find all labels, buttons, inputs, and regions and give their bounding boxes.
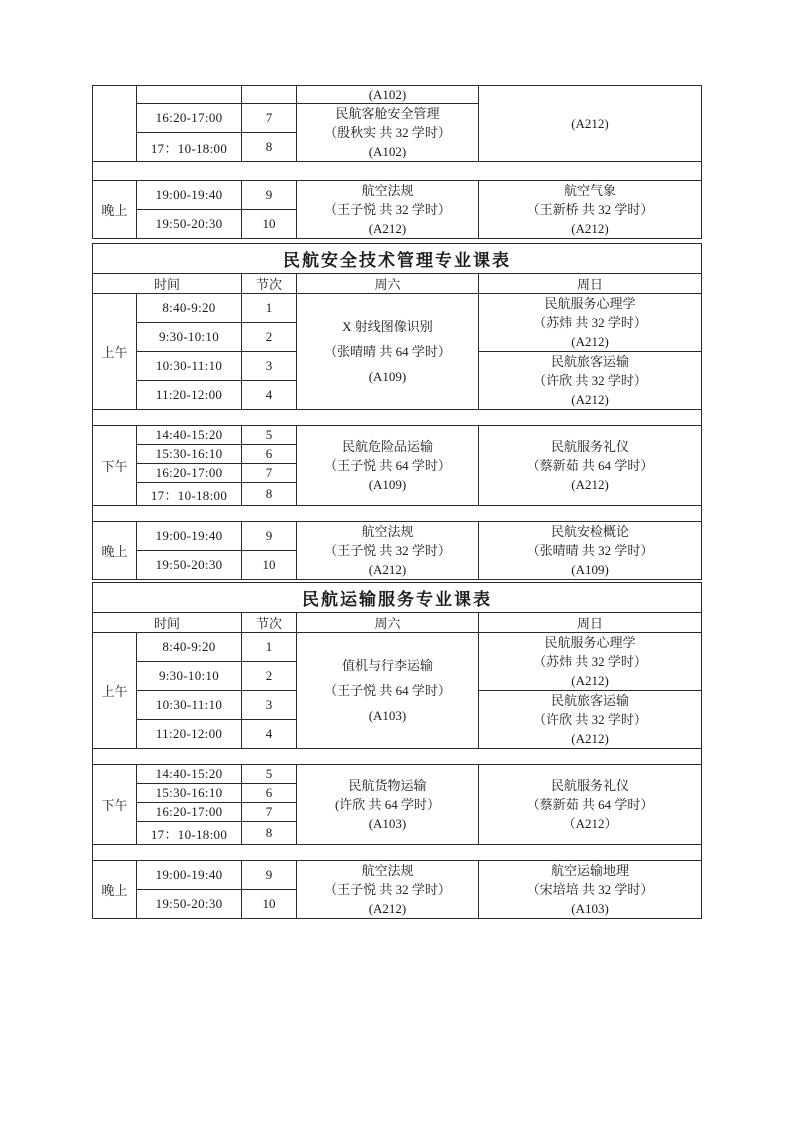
- timetable-transport-major: [92, 582, 702, 919]
- period-number: 3: [242, 691, 297, 720]
- course-room: (A102): [297, 86, 479, 104]
- course-teacher-hours: （蔡新茹 共 64 学时）: [526, 797, 654, 812]
- period-number: 8: [242, 822, 297, 845]
- course-cell: [479, 294, 702, 352]
- header-sunday: 周日: [479, 613, 702, 633]
- course-teacher-hours: （王子悦 共 64 学时）: [324, 458, 451, 473]
- spacer-row: [93, 410, 702, 426]
- course-room: (A109): [368, 369, 407, 384]
- course-room: (A103): [368, 816, 407, 831]
- spacer-row: [93, 162, 702, 181]
- course-room: (A109): [368, 477, 407, 492]
- period-number: 7: [242, 104, 297, 133]
- period-number: 9: [242, 181, 297, 210]
- timetable-partial-top: [92, 85, 702, 239]
- course-room: (A212): [368, 221, 407, 236]
- time-slot: 19:00-19:40: [137, 181, 242, 210]
- time-slot: 16:20-17:00: [137, 803, 242, 822]
- course-name: 民航货物运输: [348, 778, 427, 793]
- period-number: 8: [242, 133, 297, 162]
- course-name: 民航旅客运输: [551, 693, 630, 708]
- course-room: (A212): [368, 901, 407, 916]
- period-number: 9: [242, 522, 297, 551]
- period-number: 8: [242, 483, 297, 506]
- course-name: 航空法规: [361, 183, 414, 198]
- time-slot: 19:00-19:40: [137, 861, 242, 890]
- course-teacher-hours: （王子悦 共 32 学时）: [324, 882, 451, 897]
- time-slot: 14:40-15:20: [137, 765, 242, 784]
- course-teacher-hours: （蔡新茹 共 64 学时）: [526, 458, 654, 473]
- course-teacher-hours: （王新桥 共 32 学时）: [526, 202, 654, 217]
- course-cell: [479, 691, 702, 749]
- course-cell: [479, 861, 702, 919]
- course-teacher-hours: （王子悦 共 64 学时）: [324, 683, 451, 698]
- time-slot: 15:30-16:10: [137, 784, 242, 803]
- period-label-morning: 上午: [93, 294, 137, 410]
- course-teacher-hours: （苏炜 共 32 学时）: [533, 315, 647, 330]
- period-number: 2: [242, 323, 297, 352]
- period-number: 1: [242, 633, 297, 662]
- header-time: 时间: [93, 613, 242, 633]
- course-teacher-hours: （许欣 共 32 学时）: [533, 373, 647, 388]
- course-name: 民航服务礼仪: [551, 439, 630, 454]
- course-cell: [479, 633, 702, 691]
- period-number: 4: [242, 720, 297, 749]
- course-teacher-hours: (许欣 共 64 学时）: [334, 797, 441, 812]
- course-room: (A212): [571, 731, 609, 746]
- spacer-row: [93, 506, 702, 522]
- course-cell: [479, 426, 702, 506]
- period-number: 3: [242, 352, 297, 381]
- time-slot: 8:40-9:20: [137, 294, 242, 323]
- period-label-afternoon: 下午: [93, 426, 137, 506]
- time-slot: 16:20-17:00: [137, 104, 242, 133]
- period-label-evening: 晚上: [93, 522, 137, 580]
- time-slot: 9:30-10:10: [137, 662, 242, 691]
- time-slot: 17：10-18:00: [137, 822, 242, 845]
- course-name: 航空气象: [563, 183, 616, 198]
- empty-time-cell: [137, 86, 242, 104]
- course-room: (A102): [368, 144, 407, 159]
- course-name: 民航旅客运输: [551, 354, 630, 369]
- course-room: (A103): [368, 708, 407, 723]
- course-teacher-hours: （张晴晴 共 64 学时）: [324, 344, 451, 359]
- time-slot: 19:50-20:30: [137, 890, 242, 919]
- course-name: 航空法规: [361, 524, 414, 539]
- course-name: 航空运输地理: [551, 863, 630, 878]
- timetable-security-major: [92, 243, 702, 580]
- course-cell: [479, 522, 702, 580]
- course-cell: [479, 181, 702, 239]
- course-room: (A212): [571, 392, 609, 407]
- period-number: 6: [242, 784, 297, 803]
- spacer-row: [93, 749, 702, 765]
- course-room: (A103): [571, 901, 609, 916]
- period-number: 10: [242, 210, 297, 239]
- time-slot: 8:40-9:20: [137, 633, 242, 662]
- course-name: 航空法规: [361, 863, 414, 878]
- course-room: (A212): [571, 334, 609, 349]
- time-slot: 17：10-18:00: [137, 133, 242, 162]
- course-cell: [297, 426, 479, 506]
- course-room: (A109): [571, 562, 609, 577]
- course-cell: [297, 294, 479, 410]
- header-period-no: 节次: [242, 274, 297, 294]
- header-saturday: 周六: [297, 613, 479, 633]
- period-number: 10: [242, 890, 297, 919]
- period-label-morning: 上午: [93, 633, 137, 749]
- timetable-page: [92, 85, 701, 919]
- course-cell: [297, 181, 479, 239]
- course-room: (A212): [571, 673, 609, 688]
- period-number: 7: [242, 803, 297, 822]
- spacer-row: [93, 845, 702, 861]
- period-number: 5: [242, 426, 297, 445]
- course-teacher-hours: （张晴晴 共 32 学时）: [526, 543, 654, 558]
- header-time: 时间: [93, 274, 242, 294]
- course-cell: [479, 352, 702, 410]
- time-slot: 19:00-19:40: [137, 522, 242, 551]
- course-name: 民航服务心理学: [544, 296, 636, 311]
- empty-period-cell: [93, 86, 137, 162]
- empty-no-cell: [242, 86, 297, 104]
- course-teacher-hours: （许欣 共 32 学时）: [533, 712, 647, 727]
- section-title: 民航运输服务专业课表: [93, 583, 702, 613]
- period-label-evening: 晚上: [93, 861, 137, 919]
- period-number: 9: [242, 861, 297, 890]
- course-name: 民航服务心理学: [544, 635, 636, 650]
- course-name: 民航安检概论: [551, 524, 630, 539]
- course-teacher-hours: （殷秋实 共 32 学时）: [324, 125, 451, 140]
- time-slot: 15:30-16:10: [137, 445, 242, 464]
- time-slot: 10:30-11:10: [137, 691, 242, 720]
- course-cell: [297, 104, 479, 162]
- header-saturday: 周六: [297, 274, 479, 294]
- course-name: 民航危险品运输: [341, 439, 433, 454]
- time-slot: 11:20-12:00: [137, 720, 242, 749]
- course-room: (A212): [571, 221, 609, 236]
- course-cell: [297, 633, 479, 749]
- course-cell: [297, 765, 479, 845]
- course-teacher-hours: （宋培培 共 32 学时）: [526, 882, 654, 897]
- time-slot: 11:20-12:00: [137, 381, 242, 410]
- period-number: 10: [242, 551, 297, 580]
- period-number: 5: [242, 765, 297, 784]
- time-slot: 19:50-20:30: [137, 210, 242, 239]
- course-name: 民航客舱安全管理: [335, 106, 440, 121]
- course-name: X 射线图像识别: [342, 319, 433, 334]
- course-teacher-hours: （苏炜 共 32 学时）: [533, 654, 647, 669]
- period-label-evening: 晚上: [93, 181, 137, 239]
- time-slot: 19:50-20:30: [137, 551, 242, 580]
- course-teacher-hours: （王子悦 共 32 学时）: [324, 202, 451, 217]
- period-number: 1: [242, 294, 297, 323]
- period-number: 6: [242, 445, 297, 464]
- time-slot: 9:30-10:10: [137, 323, 242, 352]
- course-teacher-hours: （王子悦 共 32 学时）: [324, 543, 451, 558]
- course-name: 民航服务礼仪: [551, 778, 630, 793]
- course-room: (A212): [368, 562, 407, 577]
- time-slot: 14:40-15:20: [137, 426, 242, 445]
- course-cell: [479, 765, 702, 845]
- period-label-afternoon: 下午: [93, 765, 137, 845]
- time-slot: 16:20-17:00: [137, 464, 242, 483]
- course-cell: [297, 522, 479, 580]
- course-name: 值机与行李运输: [341, 658, 433, 673]
- course-room: (A212): [571, 477, 609, 492]
- time-slot: 17：10-18:00: [137, 483, 242, 506]
- header-sunday: 周日: [479, 274, 702, 294]
- time-slot: 10:30-11:10: [137, 352, 242, 381]
- period-number: 4: [242, 381, 297, 410]
- course-room: (A212): [479, 86, 702, 162]
- course-cell: [297, 861, 479, 919]
- period-number: 7: [242, 464, 297, 483]
- course-room: （A212）: [562, 816, 618, 831]
- period-number: 2: [242, 662, 297, 691]
- header-period-no: 节次: [242, 613, 297, 633]
- section-title: 民航安全技术管理专业课表: [93, 244, 702, 274]
